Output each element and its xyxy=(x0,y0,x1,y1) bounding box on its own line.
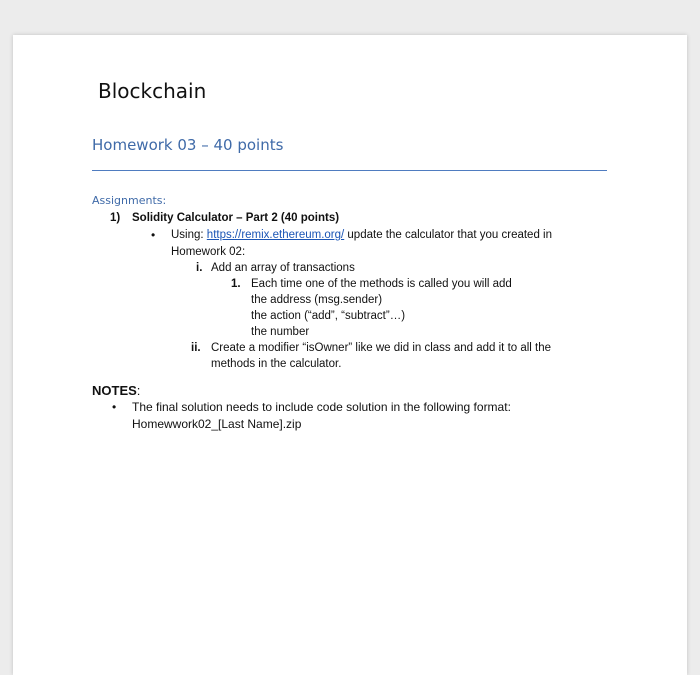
sub-sub-item-1-text: Each time one of the methods is called you will add xyxy=(251,278,512,290)
notes-bullet-text: The final solution needs to include code solution in the following format: xyxy=(132,400,511,414)
notes-colon: : xyxy=(136,383,141,398)
notes-filename: Homewwork02_[Last Name].zip xyxy=(132,417,302,431)
using-suffix: update the calculator that you created in xyxy=(344,229,552,241)
sub-item-ii-line-2: methods in the calculator. xyxy=(211,358,342,370)
item-1-number: 1) xyxy=(110,212,121,224)
notes-label: NOTES xyxy=(92,383,137,398)
notes-bullet-icon: • xyxy=(112,400,117,414)
bullet-icon: • xyxy=(151,228,156,242)
sub-item-i-label: i. xyxy=(196,262,203,274)
document-title: Blockchain xyxy=(98,79,207,103)
line-action: the action (“add”, “subtract”…) xyxy=(251,310,406,322)
subtitle-divider xyxy=(92,170,607,171)
notes-heading xyxy=(92,383,140,398)
sub-item-ii-label: ii. xyxy=(191,342,201,354)
item-1-title: Solidity Calculator – Part 2 (40 points) xyxy=(132,212,340,224)
using-line xyxy=(171,227,552,243)
using-line-2: Homework 02: xyxy=(171,246,246,258)
sub-sub-item-1-label: 1. xyxy=(231,278,241,290)
sub-item-i-text: Add an array of transactions xyxy=(211,262,355,274)
assignments-heading: Assignments: xyxy=(92,194,167,207)
line-number: the number xyxy=(251,326,310,338)
sub-item-ii-text: Create a modifier “isOwner” like we did in class and add it to all the xyxy=(211,342,552,354)
using-prefix: Using: xyxy=(171,229,207,241)
document-subtitle: Homework 03 – 40 points xyxy=(92,136,284,154)
line-address: the address (msg.sender) xyxy=(251,294,383,306)
remix-link[interactable]: https://remix.ethereum.org/ xyxy=(206,229,345,241)
document-page xyxy=(13,35,687,675)
